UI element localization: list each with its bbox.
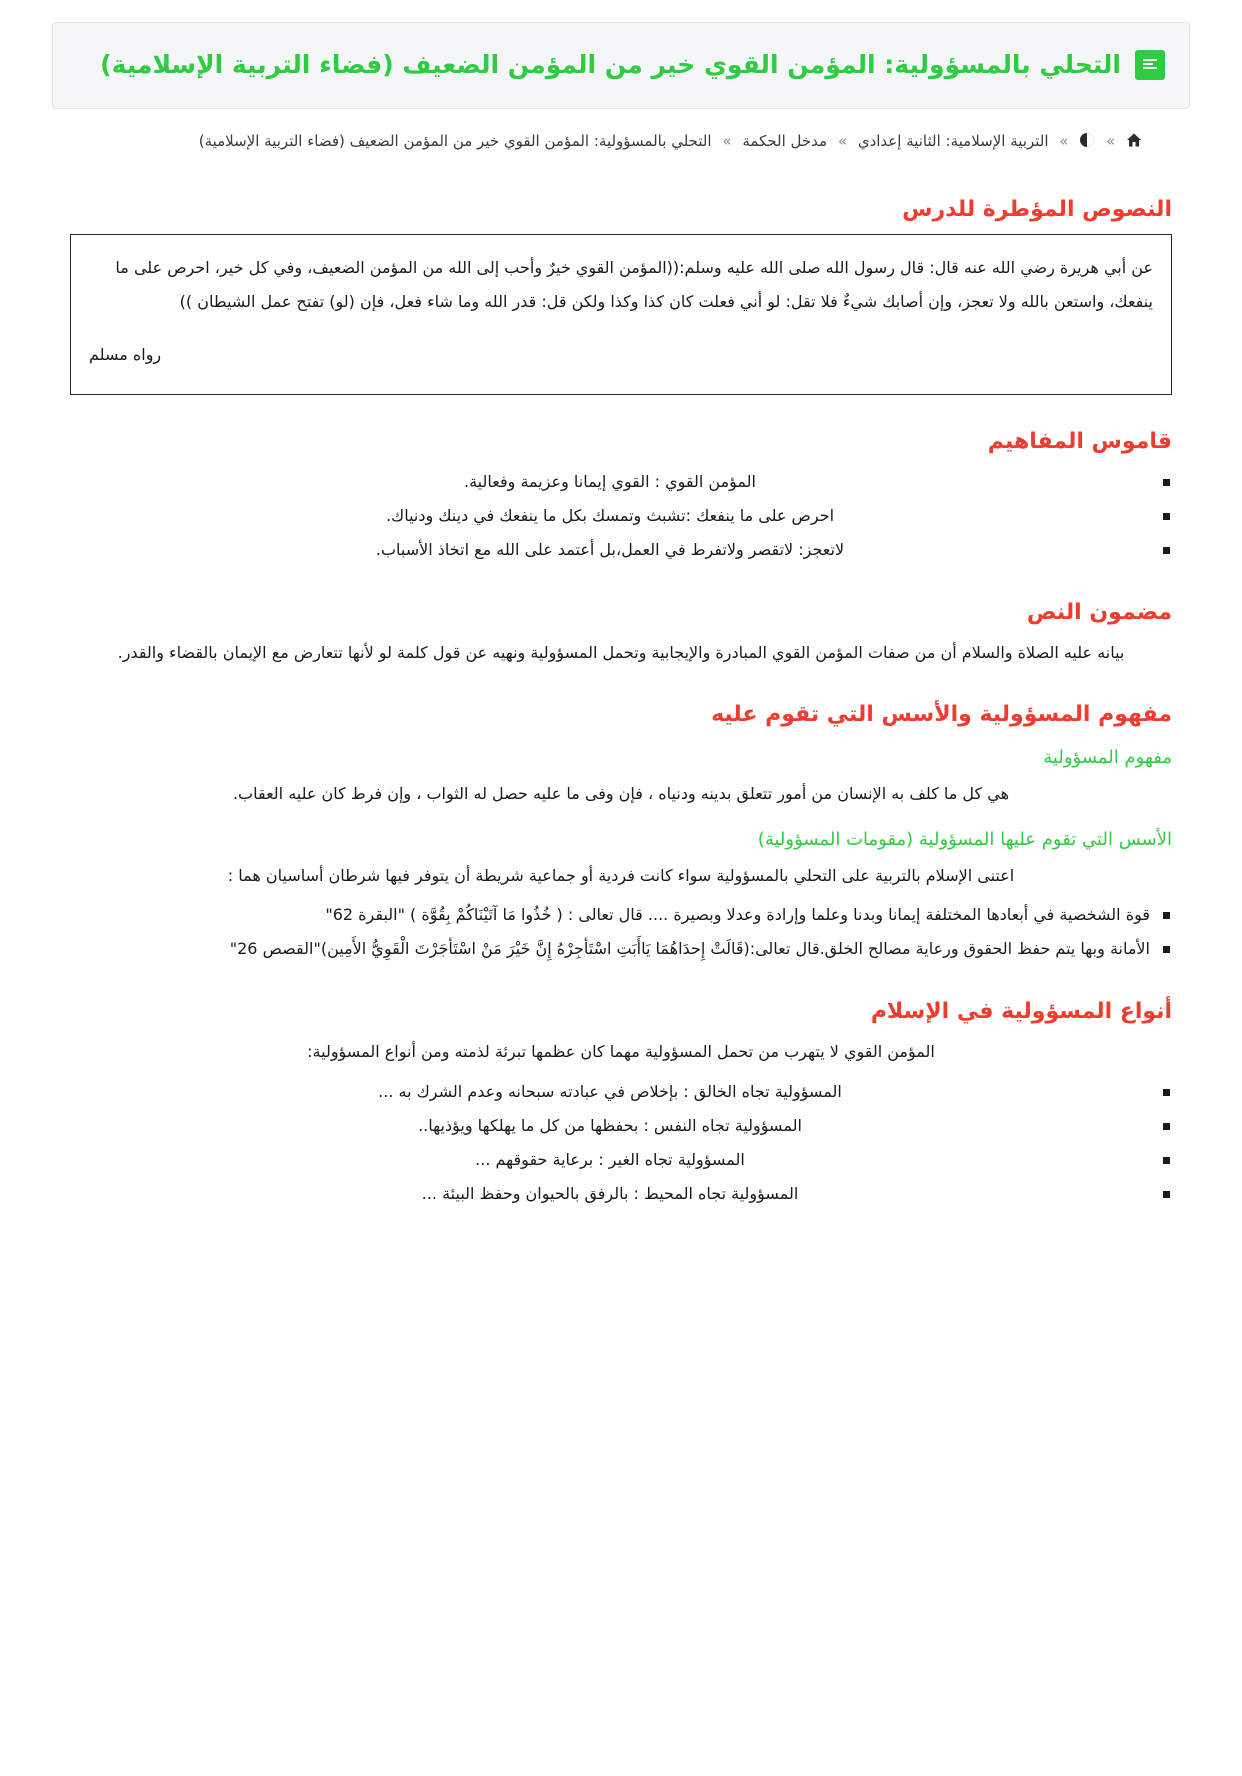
subtitle-foundations: الأسس التي تقوم عليها المسؤولية (مقومات المسؤولية) — [757, 829, 1172, 851]
breadcrumb-separator: » — [837, 131, 848, 150]
page-title: التحلي بالمسؤولية: المؤمن القوي خير من المؤمن الضعيف (فضاء التربية الإسلامية) — [100, 50, 1121, 79]
list-item: قوة الشخصية في أبعادها المختلفة إيمانا وبدنا وعلما وإرادة وعدلا وبصيرة .... قال تعالى : ( خُذُوا مَا آتَيْنَاكُمْ بِقُوَّة ) "البقرة 62" — [70, 899, 1172, 931]
breadcrumb-item-unit[interactable]: مدخل الحكمة — [742, 131, 828, 150]
section-title-types: أنواع المسؤولية في الإسلام — [870, 999, 1172, 1025]
hadith-narrator-wrap — [89, 338, 1153, 372]
page-title-bar — [52, 22, 1190, 109]
hadith-text: عن أبي هريرة رضي الله عنه قال: قال رسول الله صلى الله عليه وسلم:((المؤمن القوي خيرٌ وأحب إلى الله من المؤمن الضعيف، وفي كل خير، احرص على ما ينفعك، واستعن بالله ولا تعجز، وإن أصابك شيءٌ فلا تقل: لو أني فعلت كان كذا وكذا ولكن قل: قدر الله وما شاء فعل، فإن (لو) تفتح عمل الشيطان )) — [115, 258, 1153, 311]
foundations-list — [70, 899, 1172, 965]
section-title-concepts: قاموس المفاهيم — [987, 428, 1172, 454]
list-item: المسؤولية تجاه المحيط : بالرفق بالحيوان وحفظ البيئة ... — [70, 1178, 1172, 1210]
list-item: لاتعجز: لاتقصر ولاتفرط في العمل،بل أعتمد على الله مع اتخاذ الأسباب. — [70, 534, 1172, 566]
lesson-content — [52, 197, 1190, 1244]
breadcrumb-item-current: التحلي بالمسؤولية: المؤمن القوي خير من المؤمن الضعيف (فضاء التربية الإسلامية) — [198, 131, 712, 150]
section-title-content: مضمون النص — [1026, 599, 1172, 625]
responsibility-concept-paragraph: هي كل ما كلف به الإنسان من أمور تتعلق بدينه ودنياه ، فإن وفى ما عليه حصل له الثواب ، وإن فرط كان عليه العقاب. — [232, 783, 1010, 803]
list-item: المؤمن القوي : القوي إيمانا وعزيمة وفعالية. — [70, 466, 1172, 498]
section-title-responsibility: مفهوم المسؤولية والأسس التي تقوم عليه — [711, 701, 1172, 727]
breadcrumb-item-course[interactable]: التربية الإسلامية: الثانية إعدادي — [857, 131, 1049, 150]
list-item: المسؤولية تجاه النفس : بحفظها من كل ما يهلكها ويؤذيها.. — [70, 1110, 1172, 1142]
breadcrumb — [52, 127, 1190, 158]
moon-toggle-icon[interactable] — [1079, 129, 1095, 158]
concepts-list — [70, 466, 1172, 566]
breadcrumb-separator: » — [1059, 131, 1069, 150]
list-item: احرص على ما ينفعك :تشبث وتمسك بكل ما ينفعك في دينك ودنياك. — [70, 500, 1172, 532]
content-paragraph: بيانه عليه الصلاة والسلام أن من صفات المؤمن القوي المبادرة والإيجابية وتحمل المسؤولية ونهيه عن قول كلمة لو لأنها تتعارض مع الإيمان بالقضاء والقدر. — [117, 642, 1125, 662]
breadcrumb-separator: » — [722, 131, 732, 150]
types-list — [70, 1076, 1172, 1210]
list-item: المسؤولية تجاه الخالق : بإخلاص في عبادته سبحانه وعدم الشرك به ... — [70, 1076, 1172, 1108]
list-item: المسؤولية تجاه الغير : برعاية حقوقهم ... — [70, 1144, 1172, 1176]
types-intro-paragraph: المؤمن القوي لا يتهرب من تحمل المسؤولية مهما كان عظمها تبرئة لذمته ومن أنواع المسؤولية: — [307, 1042, 935, 1062]
breadcrumb-separator: » — [1106, 131, 1116, 150]
hadith-box — [70, 234, 1172, 395]
foundations-intro-paragraph: اعتنى الإسلام بالتربية على التحلي بالمسؤولية سواء كانت فردية أو جماعية شريطة أن يتوفر فيها شرطان أساسيان هما : — [227, 866, 1015, 886]
subtitle-responsibility-concept: مفهوم المسؤولية — [1043, 746, 1172, 768]
hadith-narrator: رواه مسلم — [89, 345, 162, 365]
section-title-texts: النصوص المؤطرة للدرس — [902, 197, 1172, 222]
list-item: الأمانة وبها يتم حفظ الحقوق ورعاية مصالح الخلق.قال تعالى:(قَالَتْ إِحدَاهُمَا يَاأَبَتِ اسْتَأجِرْهُ إِنَّ خَيْرَ مَنْ اسْتَأجَرْتَ الْقَوِيُّ الأَمِين)"القصص 26" — [70, 933, 1172, 965]
home-icon[interactable] — [1126, 129, 1142, 158]
page-root — [0, 22, 1242, 1244]
list-lines-icon — [1135, 50, 1165, 80]
